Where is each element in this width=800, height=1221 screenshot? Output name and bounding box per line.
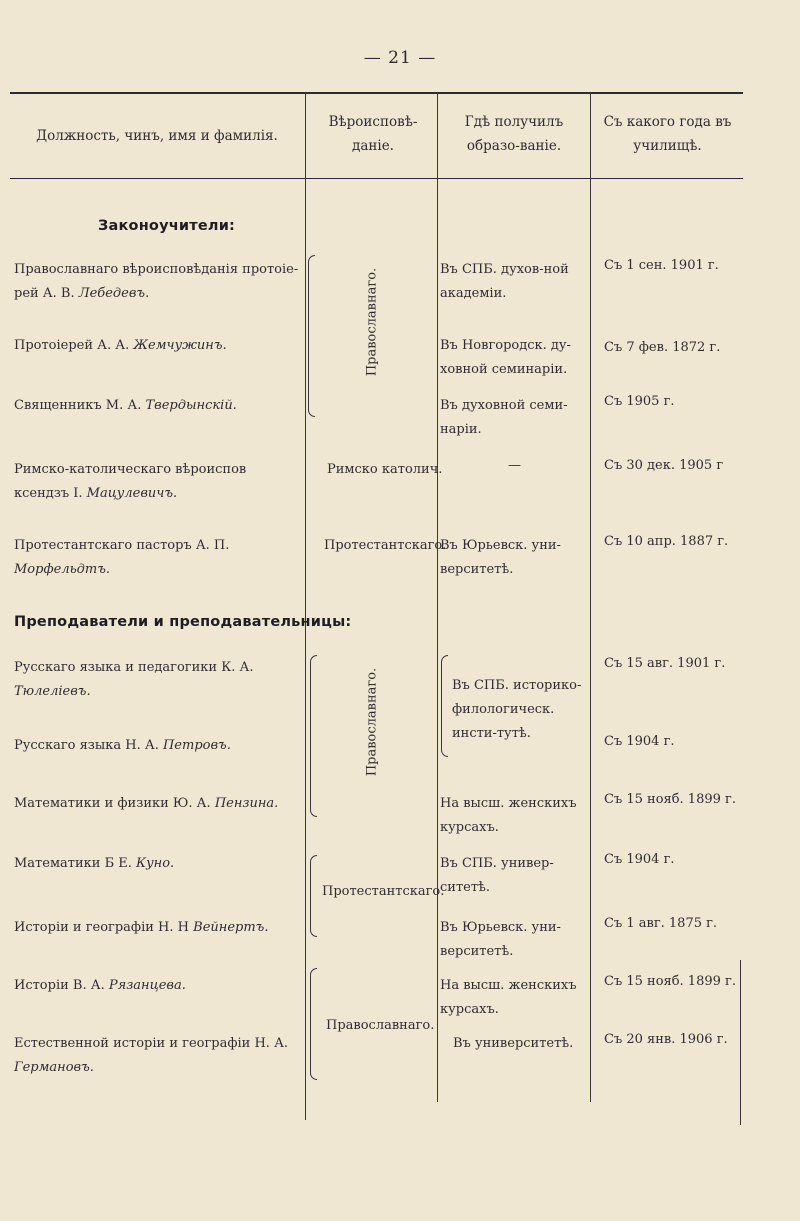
table-row: [14, 916, 299, 940]
position-text: Православнаго вѣроисповѣданія протоіе-рей А. В.: [14, 262, 299, 301]
education-cell: —: [508, 458, 521, 473]
table-row: [14, 734, 299, 758]
table-row: [14, 656, 299, 704]
education-cell: Въ Новгородск. ду-ховной семинаріи.: [440, 338, 571, 377]
person-name: Жемчужинъ.: [133, 338, 227, 353]
person-name: Куно.: [136, 856, 175, 871]
table-row: [14, 334, 299, 358]
education-cell: Въ СПБ. универ-ситетѣ.: [440, 856, 554, 895]
position-text: Русскаго языка и педагогики К. А.: [14, 660, 254, 675]
education-cell: На высш. женскихъ курсахъ.: [440, 978, 577, 1017]
header-education: Гдѣ получилъ образо-ваніе.: [464, 114, 564, 154]
section-title-religion-teachers: Законоучители:: [98, 218, 236, 234]
person-name: Лебедевъ.: [78, 286, 150, 301]
table-row: [14, 534, 299, 582]
religion-cell: Римско католич.: [327, 462, 443, 477]
table-row: [14, 1032, 299, 1080]
table-row: [14, 394, 299, 418]
column-divider-3: [590, 92, 591, 1102]
since-cell: Съ 1904 г.: [604, 852, 675, 867]
group-brace: [310, 655, 317, 817]
group-brace: [308, 255, 315, 417]
table-row: [14, 852, 299, 876]
group-brace: [310, 968, 317, 1080]
religion-group-label: Православнаго.: [364, 667, 380, 777]
header-since: Съ какого года въ училищѣ.: [603, 114, 732, 154]
position-text: Римско-католическаго вѣроиспов ксендзъ І.: [14, 462, 247, 501]
religion-group-label: Протестантскаго.: [322, 884, 445, 899]
position-text: Математики и физики Ю. А.: [14, 796, 211, 811]
table-row: [14, 974, 299, 998]
since-cell: Съ 10 апр. 1887 г.: [604, 534, 729, 549]
position-text: Протоіерей А. А.: [14, 338, 130, 353]
section-title-teachers: Преподаватели и преподавательницы:: [14, 614, 352, 630]
since-cell: Съ 1 авг. 1875 г.: [604, 916, 718, 931]
position-text: Исторіи и географіи Н. Н: [14, 920, 189, 935]
since-cell: Съ 1 сен. 1901 г.: [604, 258, 719, 273]
position-text: Протестантскаго пасторъ А. П.: [14, 538, 230, 553]
person-name: Тюлеліевъ.: [14, 684, 91, 699]
column-divider-1: [305, 92, 306, 1120]
education-cell: Въ СПБ. духов-ной академіи.: [440, 262, 569, 301]
position-text: Русскаго языка Н. А.: [14, 738, 159, 753]
person-name: Рязанцева.: [108, 978, 186, 993]
person-name: Пензина.: [214, 796, 279, 811]
position-text: Математики Б Е.: [14, 856, 132, 871]
education-cell: Въ Юрьевск. уни-верситетѣ.: [440, 538, 561, 577]
person-name: Петровъ.: [162, 738, 231, 753]
position-text: Священникъ М. А.: [14, 398, 142, 413]
person-name: Вейнертъ.: [193, 920, 269, 935]
religion-cell: Протестантскаго.: [324, 538, 447, 553]
table-row: [14, 458, 299, 506]
header-bottom-rule: [10, 178, 743, 179]
person-name: Мацулевичъ.: [86, 486, 178, 501]
page-number: — 21 —: [363, 48, 437, 68]
since-cell: Съ 20 янв. 1906 г.: [604, 1032, 728, 1047]
education-cell: Въ духовной семи-наріи.: [440, 398, 568, 437]
header-position: Должность, чинъ, имя и фамилія.: [36, 128, 278, 144]
education-cell: Въ СПБ. историко-филологическ. инсти-тутѣ.: [452, 678, 582, 741]
since-cell: Съ 1904 г.: [604, 734, 675, 749]
since-cell: Съ 30 дек. 1905 г: [604, 458, 724, 473]
since-cell: Съ 7 фев. 1872 г.: [604, 340, 721, 355]
column-right-edge: [740, 960, 741, 1125]
since-cell: Съ 15 авг. 1901 г.: [604, 656, 726, 671]
header-religion: Вѣроисповѣ-даніе.: [328, 114, 418, 154]
group-brace: [310, 855, 317, 937]
position-text: Естественной исторіи и географіи Н. А.: [14, 1036, 289, 1051]
person-name: Морфельдтъ.: [14, 562, 111, 577]
table-row: [14, 258, 299, 306]
position-text: Исторіи В. А.: [14, 978, 105, 993]
religion-group-label: Православнаго.: [364, 267, 380, 377]
person-name: Твердынскій.: [145, 398, 237, 413]
education-cell: На высш. женскихъ курсахъ.: [440, 796, 577, 835]
since-cell: Съ 1905 г.: [604, 394, 675, 409]
header-top-rule: [10, 92, 743, 94]
education-cell: Въ университетѣ.: [453, 1036, 574, 1051]
since-cell: Съ 15 нояб. 1899 г.: [604, 792, 736, 807]
column-divider-2: [437, 92, 438, 1102]
education-cell: Въ Юрьевск. уни-верситетѣ.: [440, 920, 561, 959]
education-brace: [441, 655, 448, 757]
table-row: [14, 792, 309, 816]
since-cell: Съ 15 нояб. 1899 г.: [604, 974, 736, 989]
person-name: Германовъ.: [14, 1060, 94, 1075]
religion-group-label: Православнаго.: [326, 1018, 435, 1033]
